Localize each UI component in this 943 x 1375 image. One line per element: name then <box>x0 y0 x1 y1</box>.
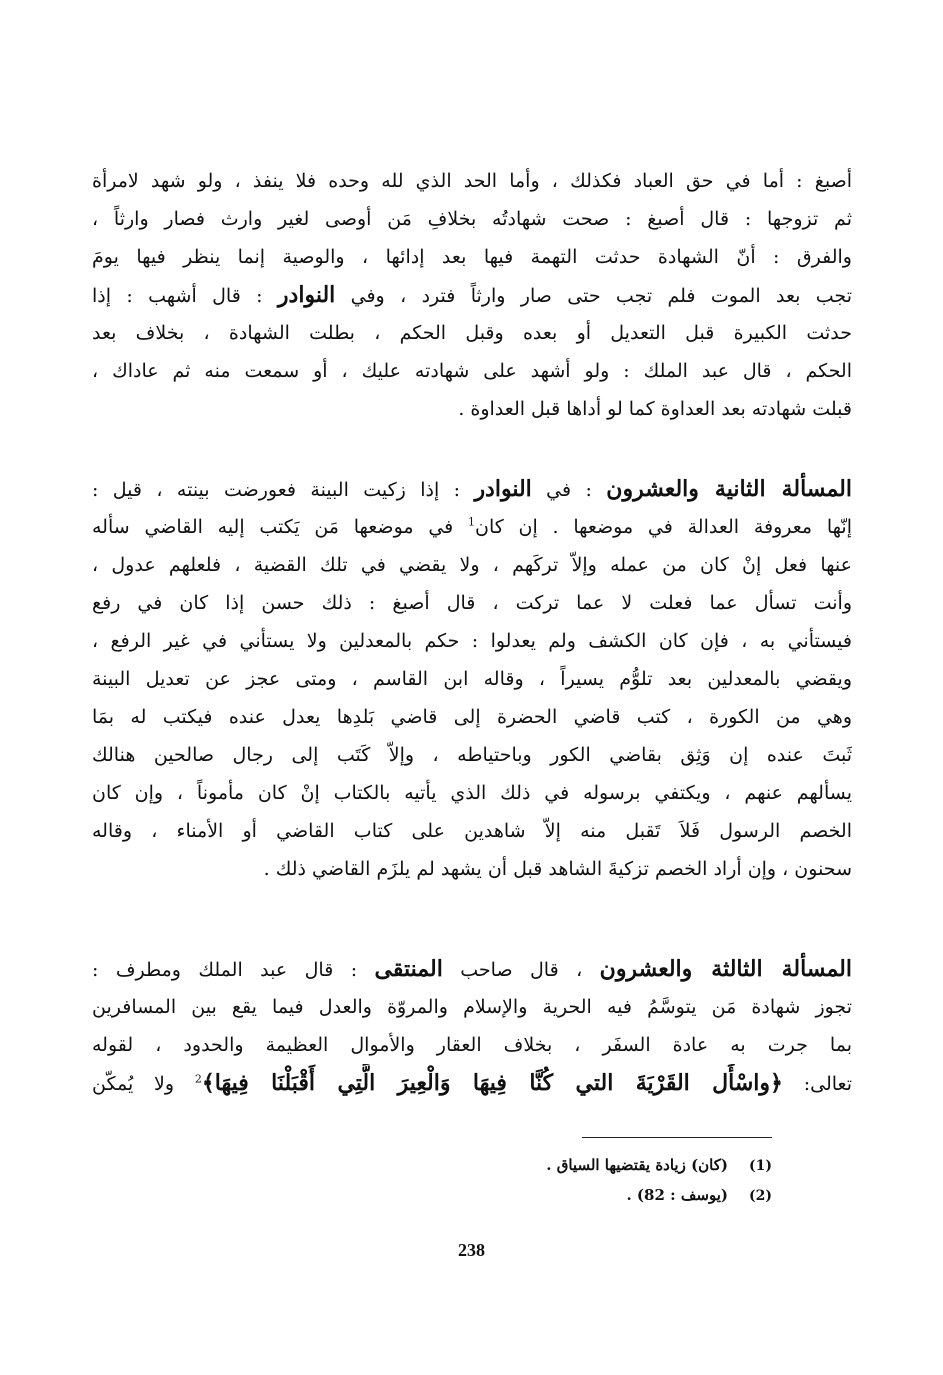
paragraph-1 <box>92 162 852 428</box>
footnote-number: (2) <box>749 1188 772 1204</box>
source-name: النوادر <box>474 476 532 502</box>
footnote-text: (يوسف : 82) . <box>626 1186 728 1204</box>
text-line: سحنون ، وإن أراد الخصم تزكيةَ الشاهد قبل أن يشهد لم يلزَم القاضي ذلك . <box>263 858 852 880</box>
text-line: أصبغ : أما في حق العباد فكذلك ، وأما الحد الذي لله وحده فلا ينفذ ، ولو شهد لامرأة <box>92 170 852 192</box>
text-line: تجوز شهادة مَن يتوسَّمُ فيه الحرية والإسلام والمروّة والعدل فيما يقع بين المسافرين <box>92 996 852 1018</box>
line-text: : قال عبد الملك ومطرف : <box>92 959 375 981</box>
footnote-item <box>300 1150 772 1180</box>
footnote-number: (1) <box>749 1158 772 1174</box>
line-text: : في <box>531 479 607 501</box>
line-text: تعالى: <box>782 1073 852 1095</box>
section-heading: المسألة الثانية والعشرون <box>606 476 852 502</box>
footnote-marker: 2 <box>194 1072 202 1086</box>
footnote-marker: 1 <box>468 515 475 529</box>
text-line: وأنت تسأل عما فعلت لا عما تركت ، قال أصبغ : ذلك حسن إذا كان في رفع <box>92 592 852 614</box>
text-line: الحكم ، قال عبد الملك : ولو أشهد على شهادته عليك ، أو سمعت منه ثم عاداك ، <box>92 360 852 382</box>
quran-verse: ﴿واسْأَل القَرْيَةَ التي كُنَّا فِيهَا وَالْعِيرَ الَّتِي أَقْبَلْنَا فِيهَا﴾ <box>201 1070 783 1096</box>
footnote-divider <box>582 1137 772 1138</box>
text-line: بما جرت به عادة السفَر ، بخلاف العقار والأموال العظيمة والحدود ، لقوله <box>92 1034 852 1056</box>
line-text: إنّها معروفة العدالة في موضعها . إن كان <box>475 516 852 538</box>
footnote-item <box>300 1180 772 1210</box>
line-text: : قال أشهب : إذا <box>92 285 278 307</box>
text-line: الخصم الرسول فَلاَ تَقبل منه إلاّ شاهدين على كتاب القاضي أو الأمناء ، وقاله <box>92 820 852 842</box>
line-text: ولا يُمكّن <box>92 1073 195 1095</box>
text-line <box>92 508 852 546</box>
source-name: النوادر <box>277 282 336 308</box>
paragraph-2 <box>92 470 852 888</box>
line-text: : إذا زكيت البينة فعورضت بينته ، قيل : <box>92 479 475 501</box>
paragraph-3 <box>92 950 852 1102</box>
line-text: تجب بعد الموت فلم تجب حتى صار وارثاً فترد ، وفي <box>335 285 852 307</box>
source-name: المنتقى <box>374 956 443 982</box>
text-line: وهي من الكورة ، كتب قاضي الحضرة إلى قاضي بَلدِها يعدل عنده فيكتب له بمَا <box>92 706 852 728</box>
text-line <box>92 1064 852 1102</box>
text-line: عنها فعل إنْ كان من عمله وإلاّ تركَهم ، ولا يقضي في تلك القضية ، فلعلهم عدول ، <box>92 554 852 576</box>
text-line: حدثت الكبيرة قبل التعديل أو بعده وقبل الحكم ، بطلت الشهادة ، بخلاف بعد <box>92 322 852 344</box>
text-line: فيستأني به ، فإن كان الكشف ولم يعدلوا : حكم بالمعدلين ولا يستأني في غير الرفع ، <box>92 630 852 652</box>
text-line <box>92 276 852 314</box>
text-line: قبلت شهادته بعد العداوة كما لو أداها قبل العداوة . <box>458 398 852 420</box>
text-line <box>92 470 852 508</box>
footnotes <box>300 1150 772 1210</box>
text-line: يسألهم عنهم ، ويكتفي برسوله في ذلك الذي يأتيه بالكتاب إنْ كان مأموناً ، وإن كان <box>92 782 852 804</box>
page-number: 238 <box>458 1240 485 1260</box>
line-text: في موضعها مَن يَكتب إليه القاضي سأله <box>92 516 468 538</box>
line-text: ، قال صاحب <box>442 959 600 981</box>
text-line: ويقضي بالمعدلين بعد تلوُّم يسيراً ، وقاله ابن القاسم ، ومتى عجز عن تعديل البينة <box>92 668 852 690</box>
text-line: ثَبتَ عنده إن وَثِق بقاضي الكور وباحتياطه ، وإلاّ كَتَب إلى رجال صالحين هنالك <box>92 744 852 766</box>
section-heading: المسألة الثالثة والعشرون <box>599 956 852 982</box>
text-line: ثم تزوجها : قال أصبغ : صحت شهادتُه بخلافِ مَن أوصى لغير وارث فصار وارثاً ، <box>92 208 852 230</box>
footnote-text: (كان) زيادة يقتضيها السياق . <box>546 1156 728 1174</box>
text-line: والفرق : أنّ الشهادة حدثت التهمة فيها بعد إدائها ، والوصية إنما ينظر فيها يومَ <box>92 246 852 268</box>
text-line <box>92 950 852 988</box>
